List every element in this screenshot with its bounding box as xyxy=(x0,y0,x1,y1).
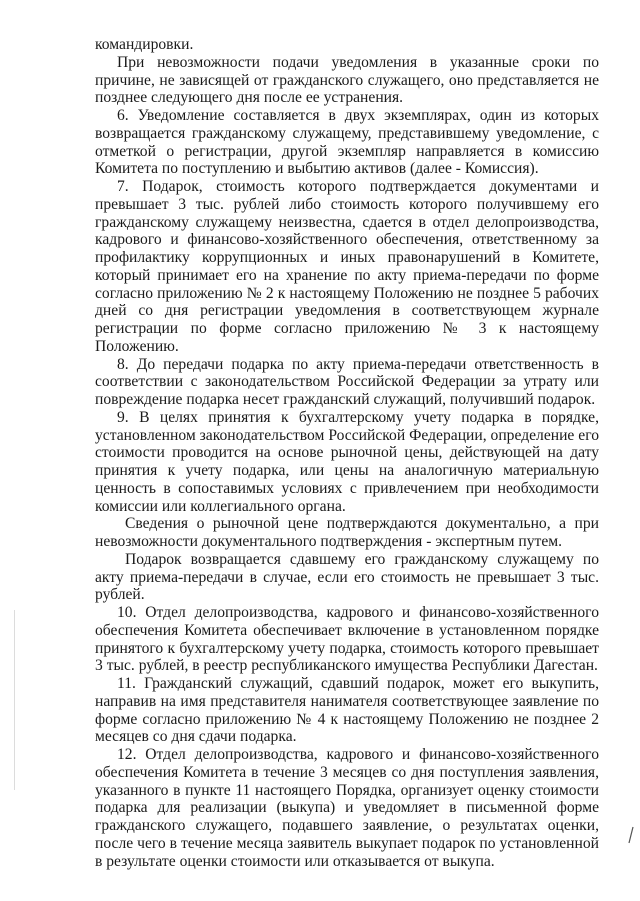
paragraph-item-12: 12. Отдел делопроизводства, кадрового и финансово-хозяйственного обеспечения Комитета в течение 3 месяцев со дня поступления заявления, указанного в пункте 11 настоящего Порядка, организует оценку стоимости подарка для реализации (выкупа) и уведомляет в письменной форме гражданского служащего, подавшего заявление, о результатах оценки, после чего в течение месяца заявитель выкупает подарок по установленной в результате оценки стоимости или отказывается от выкупа. xyxy=(95,746,599,870)
paragraph-item-7: 7. Подарок, стоимость которого подтверждается документами и превышает 3 тыс. рублей либо стоимость которого получившему его гражданскому служащему неизвестна, сдается в отдел делопроизводства, кадрового и финансово-хозяйственного обеспечения, ответственному за профилактику коррупционных и иных правонарушений в Комитете, который принимает его на хранение по акту приема-передачи по форме согласно приложению № 2 к настоящему Положению не позднее 5 рабочих дней со дня регистрации уведомления в соответствующем журнале регистрации по форме согласно приложению № 3 к настоящему Положению. xyxy=(95,178,599,355)
paragraph-gift-return: Подарок возвращается сдавшему его гражданскому служащему по акту приема-передачи в случае, если его стоимость не превышает 3 тыс. рублей. xyxy=(95,550,599,604)
document-body xyxy=(95,36,599,870)
paragraph-notice-deadline: При невозможности подачи уведомления в указанные сроки по причине, не зависящей от гражданского служащего, оно представляется не позднее следующего дня после ее устранения. xyxy=(95,53,599,107)
paragraph-item-8: 8. До передачи подарка по акту приема-передачи ответственность в соответствии с законодательством Российской Федерации за утрату или повреждение подарка несет гражданский служащий, получивший подарок. xyxy=(95,355,599,408)
paragraph-continuation: командировки. xyxy=(95,36,194,53)
paragraph-item-9: 9. В целях принятия к бухгалтерскому учету подарка в порядке, установленном законодательством Российской Федерации, определение его стоимости проводится на основе рыночной цены, действующей на дату принятия к учету подарка, или цены на аналогичную материальную ценность в сопоставимых условиях с привлечением при необходимости комиссии или коллегиального органа. xyxy=(95,408,599,515)
paragraph-item-10: 10. Отдел делопроизводства, кадрового и финансово-хозяйственного обеспечения Комитета обеспечивает включение в установленном порядке принятого к бухгалтерскому учету подарка, стоимость которого превышает 3 тыс. рублей, в реестр республиканского имущества Республики Дагестан. xyxy=(95,604,599,675)
paragraph-market-price: Сведения о рыночной цене подтверждаются документально, а при невозможности документального подтверждения - экспертным путем. xyxy=(95,515,599,550)
margin-pen-mark xyxy=(628,826,634,844)
paragraph-item-6: 6. Уведомление составляется в двух экземплярах, один из которых возвращается гражданскому служащему, представившему уведомление, с отметкой о регистрации, другой экземпляр направляется в комиссию Комитета по поступлению и выбытию активов (далее - Комиссия). xyxy=(95,107,599,178)
paragraph-item-11: 11. Гражданский служащий, сдавший подарок, может его выкупить, направив на имя представителя нанимателя соответствующее заявление по форме согласно приложению № 4 к настоящему Положению не позднее 2 месяцев со дня сдачи подарка. xyxy=(95,675,599,746)
scan-edge-line xyxy=(14,610,15,790)
